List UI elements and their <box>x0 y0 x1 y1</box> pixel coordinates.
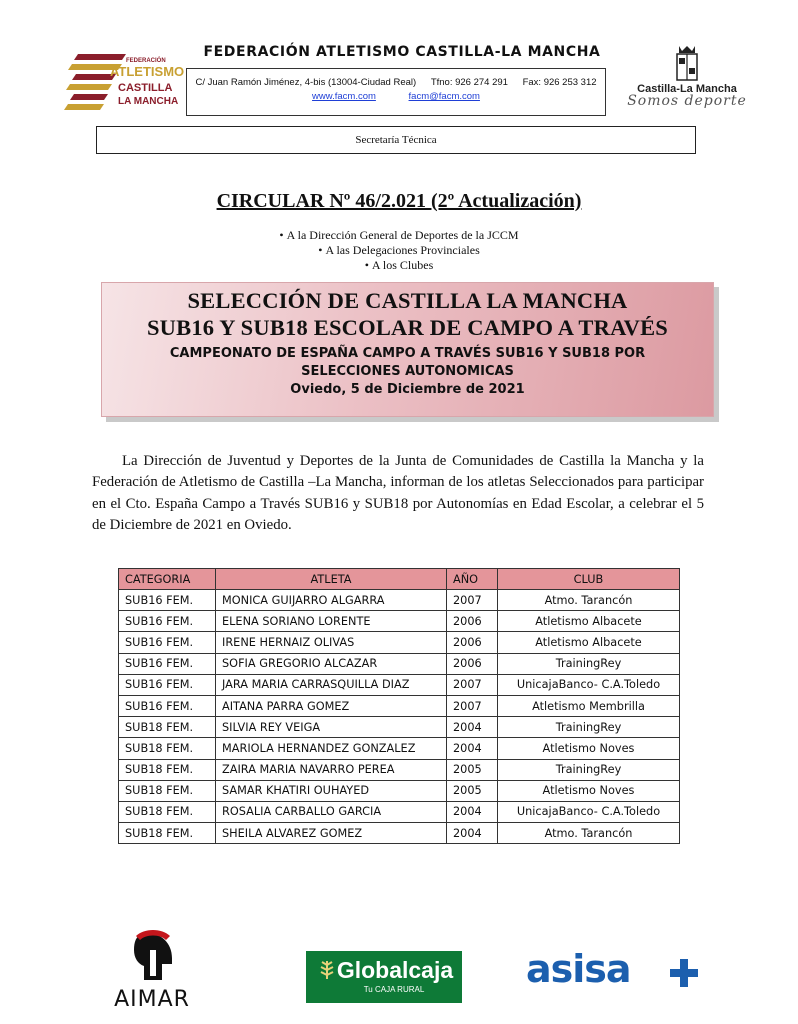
table-row <box>119 823 680 844</box>
table-row <box>119 611 680 632</box>
cell-club: Atmo. Tarancón <box>498 823 680 844</box>
cell-ano: 2007 <box>447 674 498 695</box>
athletes-table <box>118 568 680 844</box>
circular-title: CIRCULAR Nº 46/2.021 (2º Actualización) <box>216 190 582 212</box>
cell-categoria: SUB18 FEM. <box>119 801 216 822</box>
table-row <box>119 717 680 738</box>
table-row <box>119 590 680 611</box>
globalcaja-name: Globalcaja <box>336 957 454 983</box>
recipient-item: • A los Clubes <box>0 258 798 273</box>
recipient-item: • A la Dirección General de Deportes de la JCCM <box>0 228 798 243</box>
cell-club: TrainingRey <box>498 717 680 738</box>
cell-club: Atletismo Albacete <box>498 611 680 632</box>
cell-categoria: SUB18 FEM. <box>119 780 216 801</box>
cell-atleta: AITANA PARRA GOMEZ <box>216 695 447 716</box>
table-row <box>119 674 680 695</box>
cell-club: Atletismo Noves <box>498 780 680 801</box>
crown-shield-icon <box>673 44 701 82</box>
castilla-la-mancha-logo <box>612 44 762 118</box>
address: C/ Juan Ramón Jiménez, 4-bis (13004-Ciudad Real) <box>195 77 417 88</box>
cell-ano: 2006 <box>447 611 498 632</box>
table-row <box>119 653 680 674</box>
fed-logo-line3: CASTILLA <box>118 82 173 94</box>
fed-logo-line4: LA MANCHA <box>118 96 179 107</box>
table-row <box>119 632 680 653</box>
cell-ano: 2006 <box>447 632 498 653</box>
cell-atleta: SHEILA ALVAREZ GOMEZ <box>216 823 447 844</box>
fed-logo-line1: FEDERACIÓN <box>126 58 166 64</box>
cell-categoria: SUB18 FEM. <box>119 717 216 738</box>
cell-atleta: ELENA SORIANO LORENTE <box>216 611 447 632</box>
intro-paragraph: La Dirección de Juventud y Deportes de la Junta de Comunidades de Castilla la Mancha y la Federación de Atletismo de Castilla –La Mancha, informan de los atletas Seleccionados para participar en el Cto. España Campo a Través SUB16 y SUB18 por Autonomías en Edad Escolar, a celebrar el 5 de Diciembre de 2021 en Oviedo. <box>92 453 704 534</box>
cell-atleta: SOFIA GREGORIO ALCAZAR <box>216 653 447 674</box>
wheat-icon <box>316 959 338 981</box>
cell-club: UnicajaBanco- C.A.Toledo <box>498 674 680 695</box>
recipients-list <box>0 228 798 273</box>
federation-title: FEDERACIÓN ATLETISMO CASTILLA-LA MANCHA <box>203 44 601 60</box>
selection-banner <box>101 282 714 417</box>
banner-title-line2: SUB16 Y SUB18 ESCOLAR DE CAMPO A TRAVÉS <box>146 315 669 340</box>
cell-ano: 2004 <box>447 717 498 738</box>
table-header-row <box>119 569 680 590</box>
cell-atleta: JARA MARIA CARRASQUILLA DIAZ <box>216 674 447 695</box>
cell-atleta: ROSALIA CARBALLO GARCIA <box>216 801 447 822</box>
table-row <box>119 801 680 822</box>
contact-box <box>186 68 606 116</box>
cell-club: Atmo. Tarancón <box>498 590 680 611</box>
plus-cross-icon <box>668 957 700 989</box>
cell-club: UnicajaBanco- C.A.Toledo <box>498 801 680 822</box>
globalcaja-logo <box>306 951 462 1003</box>
cell-ano: 2004 <box>447 801 498 822</box>
table-row <box>119 695 680 716</box>
banner-subtitle-line3: Oviedo, 5 de Diciembre de 2021 <box>290 382 525 397</box>
cell-club: Atletismo Membrilla <box>498 695 680 716</box>
table-row <box>119 759 680 780</box>
globalcaja-subtitle: Tu CAJA RURAL <box>363 985 425 994</box>
banner-subtitle-line2: SELECCIONES AUTONOMICAS <box>301 364 514 379</box>
cell-categoria: SUB16 FEM. <box>119 632 216 653</box>
region-logo-slogan: Somos deporte <box>627 93 747 109</box>
cell-ano: 2007 <box>447 590 498 611</box>
helmet-icon <box>122 930 182 986</box>
cell-categoria: SUB18 FEM. <box>119 759 216 780</box>
cell-atleta: IRENE HERNAIZ OLIVAS <box>216 632 447 653</box>
athletes-table-body <box>119 590 680 844</box>
asisa-text: asisa <box>526 947 631 991</box>
cell-club: TrainingRey <box>498 759 680 780</box>
table-row <box>119 738 680 759</box>
cell-categoria: SUB18 FEM. <box>119 738 216 759</box>
region-logo-name: Castilla-La Mancha <box>637 83 737 95</box>
cell-club: Atletismo Noves <box>498 738 680 759</box>
cell-ano: 2007 <box>447 695 498 716</box>
fed-logo-line2: ATLETISMO <box>110 64 185 79</box>
fax: Fax: 926 253 312 <box>522 77 597 88</box>
table-row <box>119 780 680 801</box>
banner-title-line1: SELECCIÓN DE CASTILLA LA MANCHA <box>187 288 628 313</box>
cell-categoria: SUB16 FEM. <box>119 611 216 632</box>
email-link[interactable]: facm@facm.com <box>408 91 480 102</box>
header-ano: AÑO <box>447 569 498 590</box>
cell-ano: 2004 <box>447 738 498 759</box>
cell-atleta: SAMAR KHATIRI OUHAYED <box>216 780 447 801</box>
cell-atleta: MARIOLA HERNANDEZ GONZALEZ <box>216 738 447 759</box>
federation-logo <box>64 50 185 112</box>
cell-club: Atletismo Albacete <box>498 632 680 653</box>
cell-atleta: ZAIRA MARIA NAVARRO PEREA <box>216 759 447 780</box>
aimar-logo <box>104 930 200 1014</box>
asisa-logo <box>526 947 702 999</box>
cell-club: TrainingRey <box>498 653 680 674</box>
cell-categoria: SUB16 FEM. <box>119 590 216 611</box>
cell-categoria: SUB16 FEM. <box>119 674 216 695</box>
cell-ano: 2004 <box>447 823 498 844</box>
phone: Tfno: 926 274 291 <box>430 77 508 88</box>
cell-ano: 2005 <box>447 759 498 780</box>
secretaria-box: Secretaría Técnica <box>96 126 696 154</box>
recipient-item: • A las Delegaciones Provinciales <box>0 243 798 258</box>
aimar-text: AIMAR <box>114 987 190 1012</box>
cell-atleta: MONICA GUIJARRO ALGARRA <box>216 590 447 611</box>
header-categoria: CATEGORIA <box>119 569 216 590</box>
header-club: CLUB <box>498 569 680 590</box>
cell-categoria: SUB16 FEM. <box>119 653 216 674</box>
website-link[interactable]: www.facm.com <box>312 91 376 102</box>
cell-ano: 2006 <box>447 653 498 674</box>
cell-categoria: SUB16 FEM. <box>119 695 216 716</box>
banner-subtitle-line1: CAMPEONATO DE ESPAÑA CAMPO A TRAVÉS SUB16 Y SUB18 POR <box>169 346 646 361</box>
cell-atleta: SILVIA REY VEIGA <box>216 717 447 738</box>
cell-ano: 2005 <box>447 780 498 801</box>
header-atleta: ATLETA <box>216 569 447 590</box>
cell-categoria: SUB18 FEM. <box>119 823 216 844</box>
